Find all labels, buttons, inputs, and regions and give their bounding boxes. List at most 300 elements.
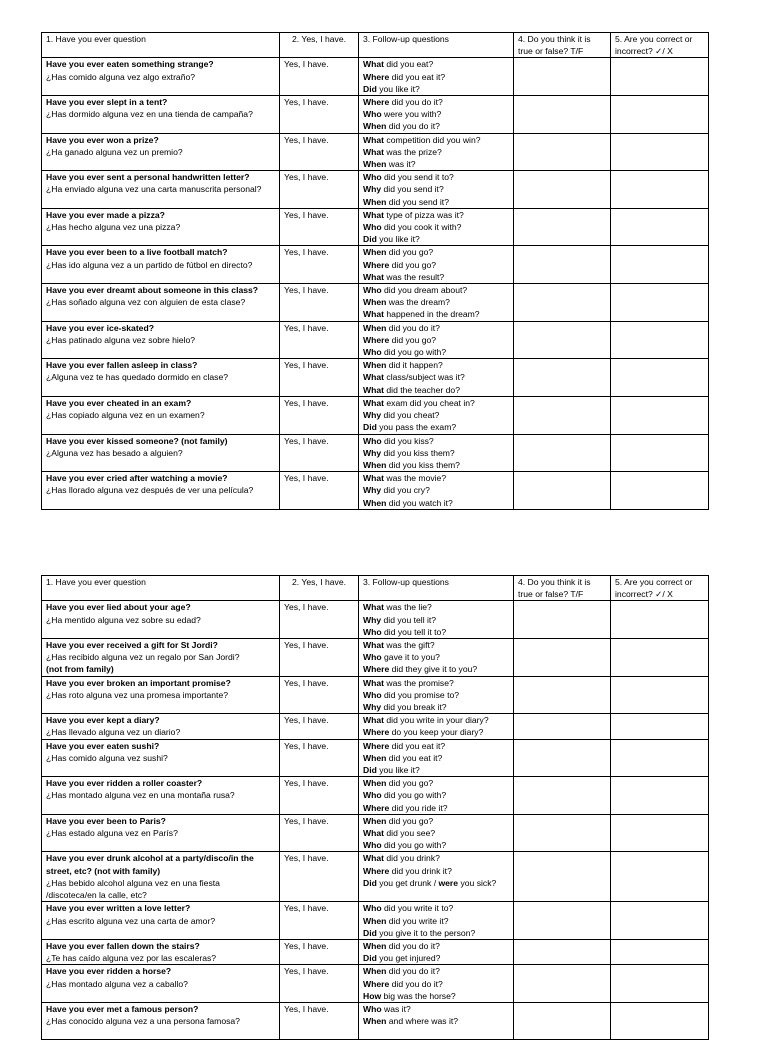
true-false-answer-cell[interactable] <box>514 1003 611 1040</box>
table-row <box>42 714 709 739</box>
follow-up-cell <box>359 601 514 639</box>
question-cell <box>42 434 280 472</box>
table-row <box>42 133 709 171</box>
follow-up-question <box>363 484 509 496</box>
correct-incorrect-cell[interactable] <box>611 321 709 359</box>
follow-up-question <box>363 96 509 108</box>
follow-up-question <box>363 497 509 509</box>
follow-up-question <box>363 421 509 433</box>
table-row <box>42 965 709 1003</box>
follow-up-cell <box>359 714 514 739</box>
question-word: What <box>363 59 385 70</box>
follow-up-cell <box>359 472 514 510</box>
follow-up-question <box>363 246 509 258</box>
table-row <box>42 814 709 852</box>
table-row <box>42 639 709 677</box>
follow-up-question <box>363 626 509 638</box>
follow-up-question <box>363 359 509 371</box>
true-false-answer-cell[interactable] <box>514 359 611 397</box>
answer-cell: Yes, I have. <box>280 739 359 777</box>
true-false-answer-cell[interactable] <box>514 714 611 739</box>
table-row <box>42 902 709 940</box>
question-word: What <box>363 397 385 408</box>
correct-incorrect-cell[interactable] <box>611 96 709 134</box>
answer-cell: Yes, I have. <box>280 321 359 359</box>
true-false-answer-cell[interactable] <box>514 676 611 714</box>
question-cell <box>42 1003 280 1040</box>
answer-cell: Yes, I have. <box>280 284 359 322</box>
question-text: big was the horse? <box>381 990 456 1001</box>
follow-up-question <box>363 877 509 889</box>
follow-up-question <box>363 927 509 939</box>
answer-cell: Yes, I have. <box>280 852 359 902</box>
follow-up-question <box>363 714 509 726</box>
question-word: What <box>363 677 385 688</box>
table-row <box>42 321 709 359</box>
question-word: Did <box>363 953 377 964</box>
question-english: Have you ever sent a personal handwritten letter? <box>46 172 250 183</box>
question-word: Who <box>363 109 382 120</box>
question-word: Where <box>363 664 390 675</box>
question-text: happened in the dream? <box>384 309 480 320</box>
question-text: was the dream? <box>386 297 450 308</box>
question-word: Where <box>363 97 390 108</box>
question-text: did you do it? <box>389 97 443 108</box>
follow-up-question <box>363 158 509 170</box>
question-text: and where was it? <box>386 1016 459 1027</box>
question-text: competition did you win? <box>384 134 481 145</box>
question-word: Did <box>363 422 377 433</box>
follow-up-question <box>363 789 509 801</box>
question-word: Why <box>363 614 382 625</box>
follow-up-question <box>363 740 509 752</box>
follow-up-cell <box>359 965 514 1003</box>
question-text: did you go with? <box>381 790 447 801</box>
question-cell <box>42 601 280 639</box>
question-cell <box>42 284 280 322</box>
follow-up-cell <box>359 814 514 852</box>
question-word: Who <box>363 903 382 914</box>
question-spanish: ¿Alguna vez te has quedado dormido en clase? <box>46 372 229 383</box>
follow-up-cell <box>359 902 514 940</box>
question-word: Did <box>363 877 377 888</box>
question-spanish: ¿Has comido alguna vez sushi? <box>46 752 168 763</box>
question-word: What <box>363 146 385 157</box>
follow-up-question <box>363 346 509 358</box>
correct-incorrect-cell[interactable] <box>611 208 709 246</box>
question-spanish: ¿Has recibido alguna vez un regalo por San Jordi? <box>46 652 240 663</box>
follow-up-question <box>363 71 509 83</box>
true-false-answer-cell[interactable] <box>514 472 611 510</box>
question-spanish: ¿Has bebido alcohol alguna vez en una fiesta <box>46 877 220 888</box>
answer-cell: Yes, I have. <box>280 601 359 639</box>
question-word: Who <box>363 840 382 851</box>
question-cell <box>42 58 280 96</box>
correct-incorrect-cell[interactable] <box>611 1003 709 1040</box>
follow-up-question <box>363 940 509 952</box>
follow-up-cell <box>359 284 514 322</box>
question-word: Did <box>363 83 377 94</box>
table-row <box>42 852 709 902</box>
question-word: Who <box>363 790 382 801</box>
follow-up-question <box>363 1015 509 1027</box>
question-word: What <box>363 473 385 484</box>
follow-up-cell <box>359 171 514 209</box>
question-spanish: ¿Has conocido alguna vez a una persona famosa? <box>46 1016 240 1027</box>
question-english: Have you ever been to a live football match? <box>46 247 228 258</box>
table-row <box>42 359 709 397</box>
question-spanish: ¿Has llorado alguna vez después de ver una película? <box>46 485 254 496</box>
follow-up-question <box>363 472 509 484</box>
answer-cell: Yes, I have. <box>280 777 359 815</box>
follow-up-question <box>363 952 509 964</box>
correct-incorrect-cell[interactable] <box>611 714 709 739</box>
question-word: Where <box>363 727 390 738</box>
worksheet-table-2 <box>41 575 709 1040</box>
question-text: did you cry? <box>381 485 430 496</box>
header-have-you-ever-question: 1. Have you ever question <box>42 576 280 601</box>
true-false-answer-cell[interactable] <box>514 601 611 639</box>
follow-up-question <box>363 639 509 651</box>
question-word: Where <box>363 740 390 751</box>
question-english: Have you ever kept a diary? <box>46 715 160 726</box>
follow-up-question <box>363 183 509 195</box>
follow-up-question <box>363 764 509 776</box>
follow-up-question <box>363 663 509 675</box>
question-text: was the gift? <box>384 640 435 651</box>
follow-up-cell <box>359 58 514 96</box>
follow-up-question <box>363 677 509 689</box>
follow-up-question <box>363 990 509 1002</box>
answer-cell: Yes, I have. <box>280 965 359 1003</box>
question-word: Why <box>363 485 382 496</box>
question-english: Have you ever written a love letter? <box>46 903 191 914</box>
question-spanish: ¿Has ido alguna vez a un partido de fútbol en directo? <box>46 259 253 270</box>
follow-up-question <box>363 83 509 95</box>
question-word: Who <box>363 347 382 358</box>
table-row <box>42 208 709 246</box>
question-word: were <box>438 877 459 888</box>
true-false-answer-cell[interactable] <box>514 246 611 284</box>
correct-incorrect-cell[interactable] <box>611 814 709 852</box>
true-false-answer-cell[interactable] <box>514 321 611 359</box>
follow-up-question <box>363 322 509 334</box>
question-english: Have you ever eaten sushi? <box>46 740 160 751</box>
question-word: Who <box>363 626 382 637</box>
true-false-answer-cell[interactable] <box>514 171 611 209</box>
follow-up-cell <box>359 396 514 434</box>
follow-up-question <box>363 802 509 814</box>
question-word: Where <box>363 802 390 813</box>
follow-up-question <box>363 409 509 421</box>
follow-up-question <box>363 146 509 158</box>
question-word: Did <box>363 765 377 776</box>
follow-up-question <box>363 134 509 146</box>
correct-incorrect-cell[interactable] <box>611 639 709 677</box>
question-spanish: ¿Te has caído alguna vez por las escaleras? <box>46 953 217 964</box>
correct-incorrect-cell[interactable] <box>611 852 709 902</box>
answer-cell: Yes, I have. <box>280 359 359 397</box>
question-text: was the prize? <box>384 146 442 157</box>
question-spanish: ¿Has llevado alguna vez un diario? <box>46 727 181 738</box>
question-english: Have you ever fallen down the stairs? <box>46 941 200 952</box>
follow-up-question <box>363 371 509 383</box>
question-cell <box>42 639 280 677</box>
question-text: did you tell it? <box>381 614 437 625</box>
question-text: did you send it? <box>386 196 449 207</box>
question-word: When <box>363 121 387 132</box>
question-text: did you go? <box>386 247 434 258</box>
follow-up-question <box>363 435 509 447</box>
follow-up-question <box>363 902 509 914</box>
follow-up-question <box>363 752 509 764</box>
follow-up-cell <box>359 739 514 777</box>
question-text: do you keep your diary? <box>389 727 484 738</box>
question-word: When <box>363 1016 387 1027</box>
question-text: did you see? <box>384 828 436 839</box>
question-text: you like it? <box>376 234 420 245</box>
question-cell <box>42 676 280 714</box>
question-word: When <box>363 459 387 470</box>
table-row <box>42 601 709 639</box>
answer-cell: Yes, I have. <box>280 208 359 246</box>
question-text: did you tell it to? <box>381 626 447 637</box>
correct-incorrect-cell[interactable] <box>611 601 709 639</box>
answer-cell: Yes, I have. <box>280 472 359 510</box>
table-row <box>42 396 709 434</box>
follow-up-question <box>363 171 509 183</box>
true-false-answer-cell[interactable] <box>514 940 611 965</box>
correct-incorrect-cell[interactable] <box>611 777 709 815</box>
question-cell <box>42 96 280 134</box>
question-text: did you drink it? <box>389 865 452 876</box>
question-word: What <box>363 640 385 651</box>
question-word: Where <box>363 334 390 345</box>
question-word: Did <box>363 927 377 938</box>
question-text: did you cheat? <box>381 410 440 421</box>
question-cell <box>42 133 280 171</box>
answer-cell: Yes, I have. <box>280 96 359 134</box>
table-row <box>42 58 709 96</box>
question-text: class/subject was it? <box>384 372 465 383</box>
question-cell <box>42 852 280 902</box>
question-word: What <box>363 134 385 145</box>
question-word: Did <box>363 234 377 245</box>
true-false-answer-cell[interactable] <box>514 58 611 96</box>
true-false-answer-cell[interactable] <box>514 396 611 434</box>
follow-up-question <box>363 865 509 877</box>
answer-cell: Yes, I have. <box>280 676 359 714</box>
true-false-answer-cell[interactable] <box>514 434 611 472</box>
question-text: did you ride it? <box>389 802 448 813</box>
true-false-answer-cell[interactable] <box>514 133 611 171</box>
table-row <box>42 676 709 714</box>
question-word: Who <box>363 285 382 296</box>
question-cell <box>42 396 280 434</box>
follow-up-cell <box>359 1003 514 1040</box>
question-text: did the teacher do? <box>384 384 460 395</box>
question-word: What <box>363 602 385 613</box>
true-false-answer-cell[interactable] <box>514 284 611 322</box>
question-cell <box>42 171 280 209</box>
question-english: Have you ever slept in a tent? <box>46 97 168 108</box>
true-false-answer-cell[interactable] <box>514 739 611 777</box>
question-text: did you go with? <box>381 347 447 358</box>
follow-up-question <box>363 58 509 70</box>
true-false-answer-cell[interactable] <box>514 965 611 1003</box>
true-false-answer-cell[interactable] <box>514 96 611 134</box>
correct-incorrect-cell[interactable] <box>611 940 709 965</box>
follow-up-cell <box>359 676 514 714</box>
question-word: Where <box>363 71 390 82</box>
correct-incorrect-cell[interactable] <box>611 902 709 940</box>
follow-up-question <box>363 259 509 271</box>
question-word: Who <box>363 689 382 700</box>
follow-up-question <box>363 689 509 701</box>
correct-incorrect-cell[interactable] <box>611 133 709 171</box>
question-text: did you write it? <box>386 915 449 926</box>
follow-up-question <box>363 777 509 789</box>
question-text: did you do it? <box>386 966 440 977</box>
correct-incorrect-cell[interactable] <box>611 396 709 434</box>
question-spanish: ¿Has copiado alguna vez en un examen? <box>46 410 205 421</box>
question-english: Have you ever been to Paris? <box>46 815 166 826</box>
follow-up-question <box>363 284 509 296</box>
follow-up-question <box>363 233 509 245</box>
correct-incorrect-cell[interactable] <box>611 434 709 472</box>
answer-cell: Yes, I have. <box>280 434 359 472</box>
header-follow-up-questions: 3. Follow-up questions <box>359 33 514 58</box>
question-word: What <box>363 309 385 320</box>
question-word: What <box>363 853 385 864</box>
question-word: What <box>363 384 385 395</box>
correct-incorrect-cell[interactable] <box>611 171 709 209</box>
question-spanish: ¿Has comido alguna vez algo extraño? <box>46 71 196 82</box>
question-word: What <box>363 209 385 220</box>
correct-incorrect-cell[interactable] <box>611 472 709 510</box>
correct-incorrect-cell[interactable] <box>611 359 709 397</box>
correct-incorrect-cell[interactable] <box>611 58 709 96</box>
question-word: Why <box>363 702 382 713</box>
question-word: When <box>363 752 387 763</box>
answer-cell: Yes, I have. <box>280 1003 359 1040</box>
question-english: Have you ever drunk alcohol at a party/disco/in the street, etc? (not with family) <box>46 853 254 876</box>
question-spanish: ¿Ha mentido alguna vez sobre su edad? <box>46 614 201 625</box>
question-text: did you do it? <box>389 978 443 989</box>
true-false-answer-cell[interactable] <box>514 777 611 815</box>
follow-up-question <box>363 447 509 459</box>
question-cell <box>42 739 280 777</box>
header-yes-i-have: 2. Yes, I have. <box>280 33 359 58</box>
table-row <box>42 96 709 134</box>
question-text: you like it? <box>376 765 420 776</box>
question-english: Have you ever cried after watching a movie? <box>46 473 228 484</box>
question-text: exam did you cheat in? <box>384 397 475 408</box>
answer-cell: Yes, I have. <box>280 58 359 96</box>
header-follow-up-questions: 3. Follow-up questions <box>359 576 514 601</box>
question-english: Have you ever ice-skated? <box>46 322 154 333</box>
follow-up-question <box>363 384 509 396</box>
question-word: When <box>363 497 387 508</box>
question-text: you get drunk / <box>376 877 439 888</box>
question-spanish: /discoteca/en la calle, etc? <box>46 890 147 901</box>
correct-incorrect-cell[interactable] <box>611 965 709 1003</box>
question-text: did you dream about? <box>381 285 468 296</box>
true-false-answer-cell[interactable] <box>514 639 611 677</box>
question-cell <box>42 777 280 815</box>
correct-incorrect-cell[interactable] <box>611 284 709 322</box>
question-text: did you do it? <box>386 121 440 132</box>
question-word: How <box>363 990 382 1001</box>
question-text: gave it to you? <box>381 652 440 663</box>
question-word: Who <box>363 435 382 446</box>
correct-incorrect-cell[interactable] <box>611 739 709 777</box>
question-text: did you eat it? <box>386 752 443 763</box>
true-false-answer-cell[interactable] <box>514 814 611 852</box>
question-text: did you drink? <box>384 853 440 864</box>
question-text: did they give it to you? <box>389 664 478 675</box>
question-english: Have you ever dreamt about someone in this class? <box>46 285 259 296</box>
table-row <box>42 1003 709 1040</box>
header-row <box>42 33 709 58</box>
true-false-answer-cell[interactable] <box>514 208 611 246</box>
true-false-answer-cell[interactable] <box>514 852 611 902</box>
follow-up-cell <box>359 208 514 246</box>
question-english: Have you ever made a pizza? <box>46 209 165 220</box>
question-word: When <box>363 915 387 926</box>
question-word: Where <box>363 865 390 876</box>
question-text: did you eat it? <box>389 740 446 751</box>
follow-up-cell <box>359 246 514 284</box>
follow-up-cell <box>359 96 514 134</box>
question-spanish: ¿Has roto alguna vez una promesa importante? <box>46 689 229 700</box>
correct-incorrect-cell[interactable] <box>611 246 709 284</box>
question-word: Who <box>363 222 382 233</box>
question-text: did you do it? <box>386 322 440 333</box>
correct-incorrect-cell[interactable] <box>611 676 709 714</box>
true-false-answer-cell[interactable] <box>514 902 611 940</box>
question-text: did you send it to? <box>381 172 454 183</box>
question-text: did you watch it? <box>386 497 453 508</box>
question-english: Have you ever broken an important promise? <box>46 677 231 688</box>
question-text: was it? <box>381 1004 411 1015</box>
follow-up-question <box>363 397 509 409</box>
question-text: was the movie? <box>384 473 447 484</box>
question-cell <box>42 814 280 852</box>
question-word: What <box>363 271 385 282</box>
follow-up-question <box>363 459 509 471</box>
follow-up-cell <box>359 434 514 472</box>
follow-up-question <box>363 308 509 320</box>
question-cell <box>42 472 280 510</box>
question-cell <box>42 965 280 1003</box>
question-text: you like it? <box>376 83 420 94</box>
question-word: When <box>363 778 387 789</box>
question-word: When <box>363 297 387 308</box>
follow-up-cell <box>359 639 514 677</box>
follow-up-question <box>363 651 509 663</box>
question-text: did you do it? <box>386 941 440 952</box>
question-text: you pass the exam? <box>376 422 457 433</box>
question-text: did you go with? <box>381 840 447 851</box>
follow-up-question <box>363 839 509 851</box>
answer-cell: Yes, I have. <box>280 940 359 965</box>
question-text: did you break it? <box>381 702 447 713</box>
question-word: When <box>363 247 387 258</box>
follow-up-question <box>363 334 509 346</box>
question-cell <box>42 714 280 739</box>
question-text: was the result? <box>384 271 445 282</box>
